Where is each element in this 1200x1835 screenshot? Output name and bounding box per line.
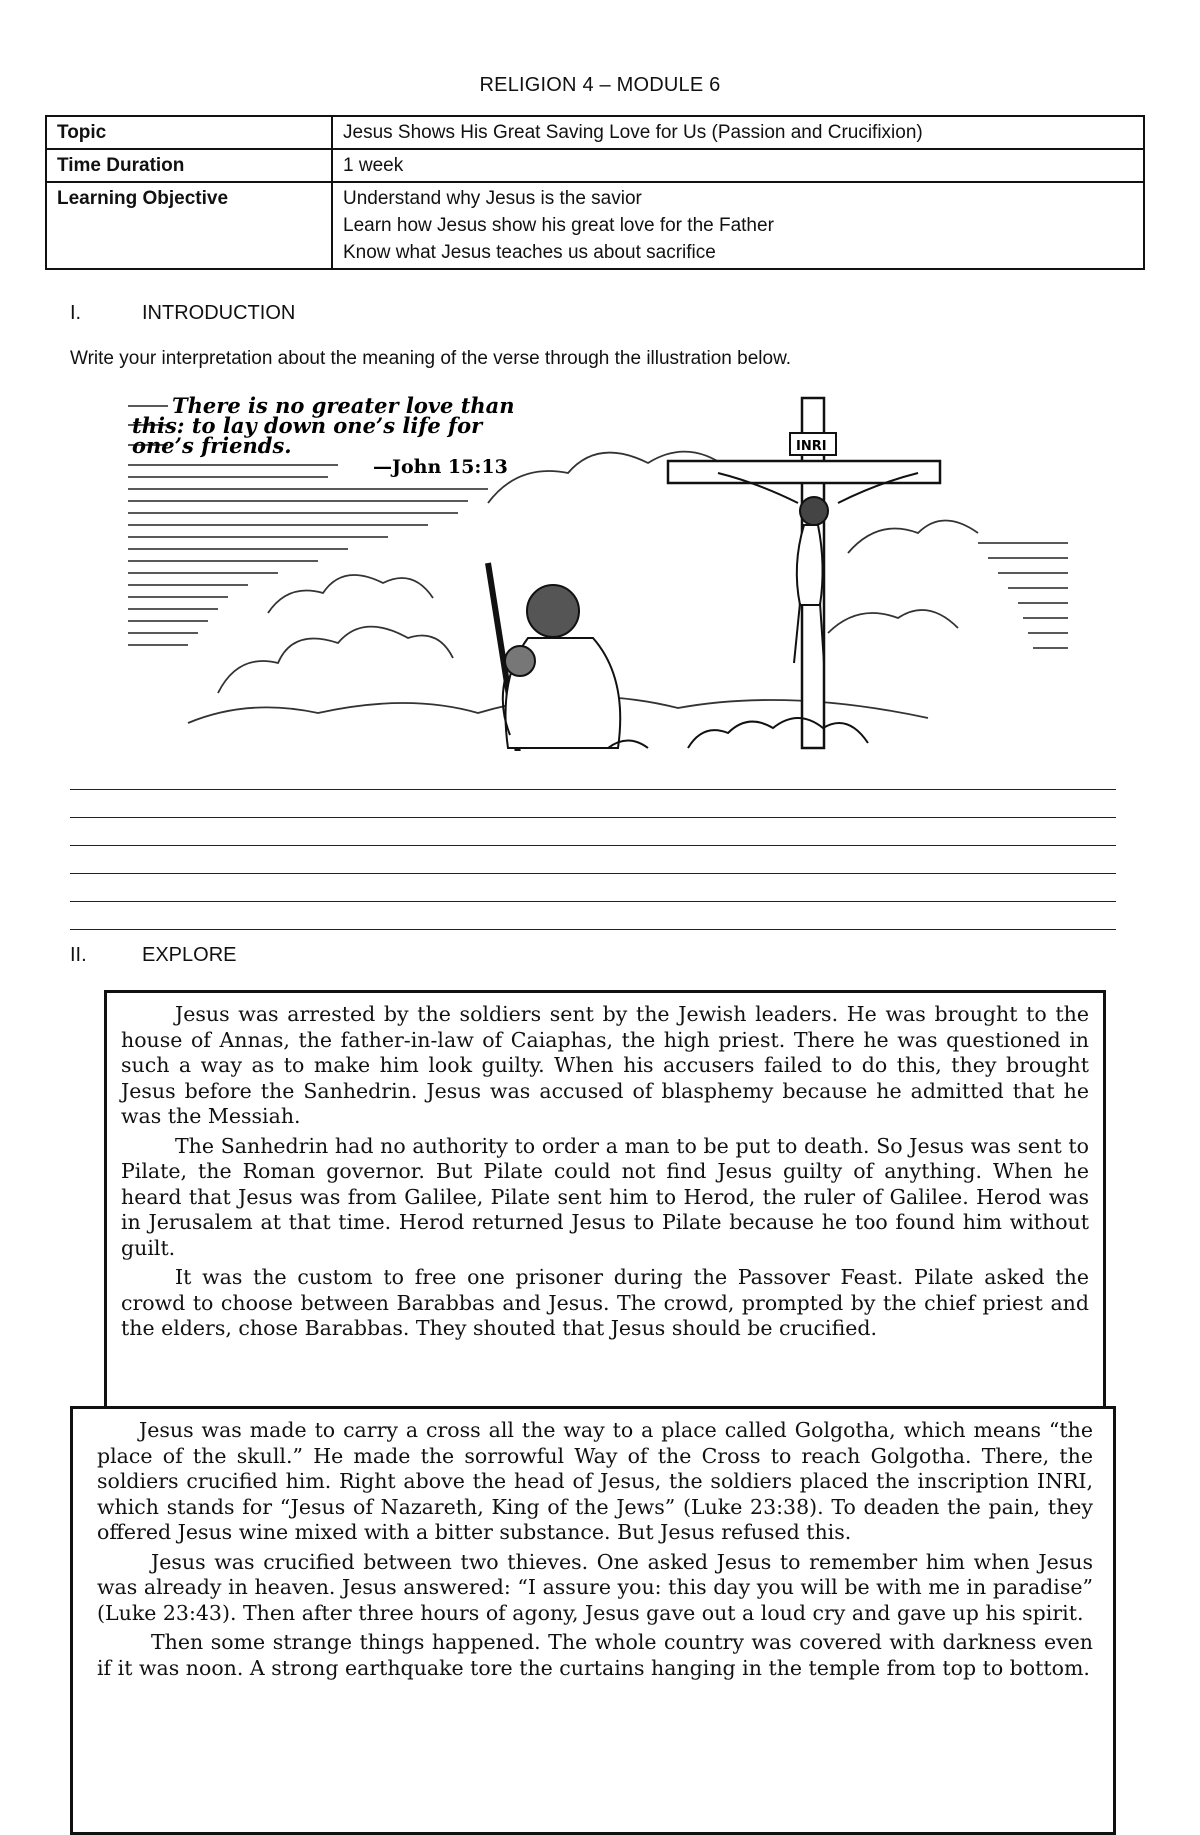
module-title: RELIGION 4 – MODULE 6 — [479, 74, 721, 96]
story-paragraph: Jesus was arrested by the soldiers sent by the Jewish leaders. He was brought to the house of Annas, the father-in-law of Caiaphas, the high priest. There he was questioned in such a way as to make him look guilty. When his accusers failed to do this, they brought Jesus before the Sanhedrin. Jesus was accused of blasphemy because he admitted that he was the Messiah. — [121, 1002, 1089, 1128]
story-paragraph: Jesus was made to carry a cross all the way to a place called Golgotha, which means “the place of the skull.” He made the sorrowful Way of the Cross to reach Golgotha. There, the soldiers crucified him. Right above the head of Jesus, the soldiers placed the inscription INRI, which stands for “Jesus of Nazareth, King of the Jews” (Luke 23:38). To deaden the pain, they offered Jesus wine mixed with a bitter substance. But Jesus refused this. — [97, 1418, 1093, 1544]
section-number: I. — [70, 302, 82, 324]
story-box-arrest — [104, 990, 1106, 1410]
rocks — [608, 718, 868, 748]
verse-line: There is no greater love than — [172, 393, 515, 418]
answer-line[interactable] — [70, 818, 1116, 846]
introduction-instruction: Write your interpretation about the meaning of the verse through the illustration below. — [70, 348, 792, 369]
answer-line[interactable] — [70, 874, 1116, 902]
answer-line[interactable] — [70, 790, 1116, 818]
story-paragraph: It was the custom to free one prisoner during the Passover Feast. Pilate asked the crowd to choose between Barabbas and Jesus. The crowd, prompted by the chief priest and the elders, chose Barabbas. They shouted that Jesus should be crucified. — [121, 1265, 1089, 1340]
table-row — [46, 182, 1144, 269]
story-paragraph: Jesus was crucified between two thieves. One asked Jesus to remember him when Jesus was already in heaven. Jesus answered: “I assure you: this day you will be with me in paradise” (Luke 23:43). Then after three hours of agony, Jesus gave out a loud cry and gave up his spirit. — [97, 1549, 1093, 1625]
shepherd-figure — [488, 563, 620, 751]
section-title: INTRODUCTION — [142, 302, 296, 324]
introduction-heading — [70, 302, 295, 325]
objective-item: Understand why Jesus is the savior — [343, 188, 642, 209]
section-title: EXPLORE — [142, 944, 237, 966]
story-paragraph: Then some strange things happened. The whole country was covered with darkness even if it was noon. A strong earthquake tore the curtains hanging in the temple from top to bottom. — [97, 1630, 1093, 1680]
explore-heading — [70, 944, 236, 967]
duration-label: Time Duration — [46, 149, 332, 182]
section-number: II. — [70, 944, 87, 966]
verse-line: one’s friends. — [132, 433, 292, 458]
story-box-crucifixion — [70, 1406, 1116, 1835]
objective-item: Know what Jesus teaches us about sacrifice — [343, 242, 716, 263]
topic-label: Topic — [46, 116, 332, 149]
verse-line: this: to lay down one’s life for — [132, 413, 483, 438]
objective-value — [332, 182, 1144, 269]
inri-sign: INRI — [796, 439, 827, 454]
crucifixion-illustration — [128, 393, 1068, 751]
topic-value: Jesus Shows His Great Saving Love for Us (Passion and Crucifixion) — [332, 116, 1144, 149]
verse-reference: —John 15:13 — [373, 456, 508, 478]
module-info-table — [45, 115, 1145, 270]
table-row — [46, 116, 1144, 149]
table-row — [46, 149, 1144, 182]
answer-line[interactable] — [70, 846, 1116, 874]
story-paragraph: The Sanhedrin had no authority to order a man to be put to death. So Jesus was sent to Pilate, the Roman governor. But Pilate could not find Jesus guilty of anything. When he heard that Jesus was from Galilee, Pilate sent him to Herod, the ruler of Galilee. Herod was in Jerusalem at that time. Herod returned Jesus to Pilate because he too found him without guilt. — [121, 1133, 1089, 1260]
answer-lines[interactable] — [70, 762, 1116, 930]
objective-item: Learn how Jesus show his great love for the Father — [343, 215, 774, 236]
answer-line[interactable] — [70, 762, 1116, 790]
answer-line[interactable] — [70, 902, 1116, 930]
duration-value: 1 week — [332, 149, 1144, 182]
objective-label: Learning Objective — [46, 182, 332, 269]
